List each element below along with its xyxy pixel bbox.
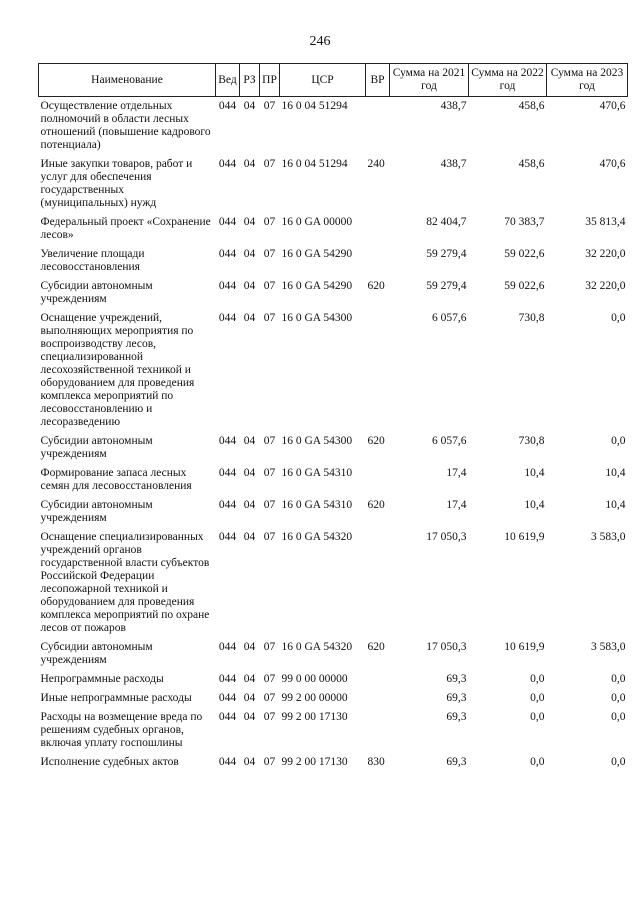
page-number: 246: [309, 34, 331, 49]
table-header: [39, 64, 628, 97]
row-sum-2023: 32 220,0: [585, 248, 626, 260]
row-vr: [366, 708, 390, 753]
row-csr: 99 2 00 00000: [281, 692, 348, 704]
row-sum-2023: 0,0: [611, 692, 626, 704]
row-sum-2023: 0,0: [611, 756, 626, 768]
row-csr: 16 0 GA 54320: [281, 641, 353, 653]
row-csr: 16 0 GA 00000: [281, 216, 353, 228]
row-sum-2022: 10 619,9: [504, 641, 545, 653]
row-csr: 16 0 GA 54290: [281, 248, 353, 260]
row-vr: 240: [367, 158, 385, 170]
row-sum-2021: 69,3: [446, 711, 467, 723]
table-row: [39, 670, 628, 689]
row-pr: 07: [263, 435, 276, 447]
row-sum-2022: 458,6: [518, 100, 545, 112]
row-sum-2023: 0,0: [611, 711, 626, 723]
budget-table: [38, 63, 628, 772]
row-csr: 16 0 GA 54300: [281, 312, 353, 324]
row-pr: 07: [263, 312, 276, 324]
row-csr: 16 0 GA 54290: [281, 280, 353, 292]
table-row: [39, 97, 628, 156]
row-sum-2022: 10 619,9: [504, 531, 545, 543]
row-sum-2022: 0,0: [530, 692, 545, 704]
row-pr: 07: [263, 248, 276, 260]
row-rz: 04: [243, 673, 256, 685]
row-csr: 16 0 GA 54300: [281, 435, 353, 447]
header-vr: ВР: [366, 64, 390, 97]
row-sum-2023: 3 583,0: [591, 641, 626, 653]
table-row: [39, 689, 628, 708]
row-sum-2022: 458,6: [518, 158, 545, 170]
row-sum-2022: 59 022,6: [504, 248, 545, 260]
row-ved: 044: [218, 216, 237, 228]
row-pr: 07: [263, 756, 276, 768]
table-row: [39, 432, 628, 464]
row-vr: 620: [367, 499, 385, 511]
row-ved: 044: [218, 100, 237, 112]
row-sum-2021: 6 057,6: [432, 312, 467, 324]
header-sum-2021: Сумма на 2021 год: [390, 64, 469, 97]
row-name: Осуществление отдельных полномочий в области лесных отношений (повышение кадрового потенциала): [40, 100, 211, 151]
row-ved: 044: [218, 312, 237, 324]
table-body: [39, 97, 628, 773]
row-csr: 99 2 00 17130: [281, 711, 348, 723]
row-ved: 044: [218, 248, 237, 260]
row-sum-2023: 470,6: [599, 158, 626, 170]
row-vr: [366, 309, 390, 432]
row-pr: 07: [263, 158, 276, 170]
header-rz: РЗ: [240, 64, 260, 97]
row-rz: 04: [243, 158, 256, 170]
row-csr: 16 0 04 51294: [281, 158, 348, 170]
row-pr: 07: [263, 692, 276, 704]
row-ved: 044: [218, 280, 237, 292]
table-row: [39, 277, 628, 309]
row-ved: 044: [218, 673, 237, 685]
table-row: [39, 245, 628, 277]
row-sum-2023: 35 813,4: [585, 216, 626, 228]
row-pr: 07: [263, 673, 276, 685]
row-ved: 044: [218, 692, 237, 704]
row-name: Оснащение специализированных учреждений органов государственной власти субъектов Российской Федерации лесопожарной техникой и оборудованием для проведения комплекса мероприятий по охране лесов от пожаров: [40, 531, 210, 634]
row-rz: 04: [243, 100, 256, 112]
row-ved: 044: [218, 158, 237, 170]
row-sum-2022: 0,0: [530, 711, 545, 723]
row-pr: 07: [263, 531, 276, 543]
row-rz: 04: [243, 312, 256, 324]
row-csr: 16 0 GA 54320: [281, 531, 353, 543]
row-vr: [366, 464, 390, 496]
row-sum-2021: 17,4: [446, 499, 467, 511]
table-row: [39, 528, 628, 638]
row-rz: 04: [243, 756, 256, 768]
row-sum-2021: 17 050,3: [426, 531, 467, 543]
row-sum-2021: 69,3: [446, 692, 467, 704]
row-sum-2022: 730,8: [518, 312, 545, 324]
row-vr: 830: [367, 756, 385, 768]
row-sum-2021: 82 404,7: [426, 216, 467, 228]
row-rz: 04: [243, 467, 256, 479]
row-pr: 07: [263, 499, 276, 511]
row-vr: 620: [367, 435, 385, 447]
row-sum-2023: 0,0: [611, 673, 626, 685]
table-row: [39, 753, 628, 772]
table-row: [39, 496, 628, 528]
header-sum-2023: Сумма на 2023 год: [547, 64, 628, 97]
row-vr: [366, 213, 390, 245]
row-sum-2022: 70 383,7: [504, 216, 545, 228]
row-rz: 04: [243, 435, 256, 447]
row-sum-2022: 10,4: [524, 467, 545, 479]
row-sum-2023: 470,6: [599, 100, 626, 112]
row-name: Субсидии автономным учреждениям: [40, 499, 153, 524]
row-sum-2022: 59 022,6: [504, 280, 545, 292]
row-pr: 07: [263, 641, 276, 653]
row-vr: [366, 528, 390, 638]
row-sum-2022: 0,0: [530, 673, 545, 685]
row-ved: 044: [218, 467, 237, 479]
row-ved: 044: [218, 499, 237, 511]
table-row: [39, 638, 628, 670]
row-sum-2023: 10,4: [605, 467, 626, 479]
table-row: [39, 155, 628, 213]
row-rz: 04: [243, 216, 256, 228]
row-vr: [366, 245, 390, 277]
row-name: Увеличение площади лесовосстановления: [40, 248, 145, 273]
row-vr: 620: [367, 641, 385, 653]
row-rz: 04: [243, 248, 256, 260]
row-pr: 07: [263, 100, 276, 112]
row-name: Иные закупки товаров, работ и услуг для обеспечения государственных (муниципальных) нужд: [40, 158, 193, 209]
row-rz: 04: [243, 499, 256, 511]
row-sum-2023: 32 220,0: [585, 280, 626, 292]
row-ved: 044: [218, 711, 237, 723]
header-sum-2022: Сумма на 2022 год: [469, 64, 547, 97]
header-name: Наименование: [39, 64, 216, 97]
table-row: [39, 464, 628, 496]
row-csr: 99 0 00 00000: [281, 673, 348, 685]
row-sum-2021: 438,7: [440, 158, 467, 170]
header-pr: ПР: [260, 64, 280, 97]
row-sum-2021: 69,3: [446, 673, 467, 685]
row-name: Формирование запаса лесных семян для лесовосстановления: [40, 467, 192, 492]
row-ved: 044: [218, 435, 237, 447]
row-pr: 07: [263, 467, 276, 479]
row-vr: [366, 97, 390, 156]
row-name: Исполнение судебных актов: [40, 756, 179, 768]
row-vr: 620: [367, 280, 385, 292]
row-ved: 044: [218, 531, 237, 543]
row-ved: 044: [218, 641, 237, 653]
row-sum-2023: 10,4: [605, 499, 626, 511]
row-rz: 04: [243, 531, 256, 543]
row-name: Субсидии автономным учреждениям: [40, 435, 153, 460]
row-name: Оснащение учреждений, выполняющих мероприятия по воспроизводству лесов, специализированной лесохозяйственной техникой и оборудованием для проведения комплекса мероприятий по лесовосстановлению и лесоразведению: [40, 312, 195, 428]
header-csr: ЦСР: [280, 64, 366, 97]
row-name: Непрограммные расходы: [40, 673, 164, 685]
row-pr: 07: [263, 280, 276, 292]
row-sum-2022: 0,0: [530, 756, 545, 768]
header-ved: Вед: [216, 64, 240, 97]
row-sum-2023: 0,0: [611, 435, 626, 447]
row-vr: [366, 689, 390, 708]
row-name: Иные непрограммные расходы: [40, 692, 192, 704]
row-ved: 044: [218, 756, 237, 768]
row-sum-2021: 17,4: [446, 467, 467, 479]
row-sum-2022: 10,4: [524, 499, 545, 511]
table-row: [39, 708, 628, 753]
row-rz: 04: [243, 280, 256, 292]
row-csr: 16 0 GA 54310: [281, 467, 353, 479]
row-name: Расходы на возмещение вреда по решениям судебных органов, включая уплату госпошлины: [40, 711, 203, 749]
row-sum-2021: 6 057,6: [432, 435, 467, 447]
row-name: Федеральный проект «Сохранение лесов»: [40, 216, 211, 241]
row-rz: 04: [243, 641, 256, 653]
row-rz: 04: [243, 711, 256, 723]
row-sum-2023: 3 583,0: [591, 531, 626, 543]
row-pr: 07: [263, 216, 276, 228]
row-sum-2021: 59 279,4: [426, 248, 467, 260]
row-csr: 16 0 04 51294: [281, 100, 348, 112]
row-csr: 16 0 GA 54310: [281, 499, 353, 511]
row-sum-2021: 69,3: [446, 756, 467, 768]
row-vr: [366, 670, 390, 689]
row-sum-2022: 730,8: [518, 435, 545, 447]
row-name: Субсидии автономным учреждениям: [40, 641, 153, 666]
table-row: [39, 309, 628, 432]
row-pr: 07: [263, 711, 276, 723]
row-sum-2021: 438,7: [440, 100, 467, 112]
row-sum-2023: 0,0: [611, 312, 626, 324]
row-rz: 04: [243, 692, 256, 704]
row-name: Субсидии автономным учреждениям: [40, 280, 153, 305]
row-sum-2021: 17 050,3: [426, 641, 467, 653]
row-sum-2021: 59 279,4: [426, 280, 467, 292]
row-csr: 99 2 00 17130: [281, 756, 348, 768]
table-row: [39, 213, 628, 245]
